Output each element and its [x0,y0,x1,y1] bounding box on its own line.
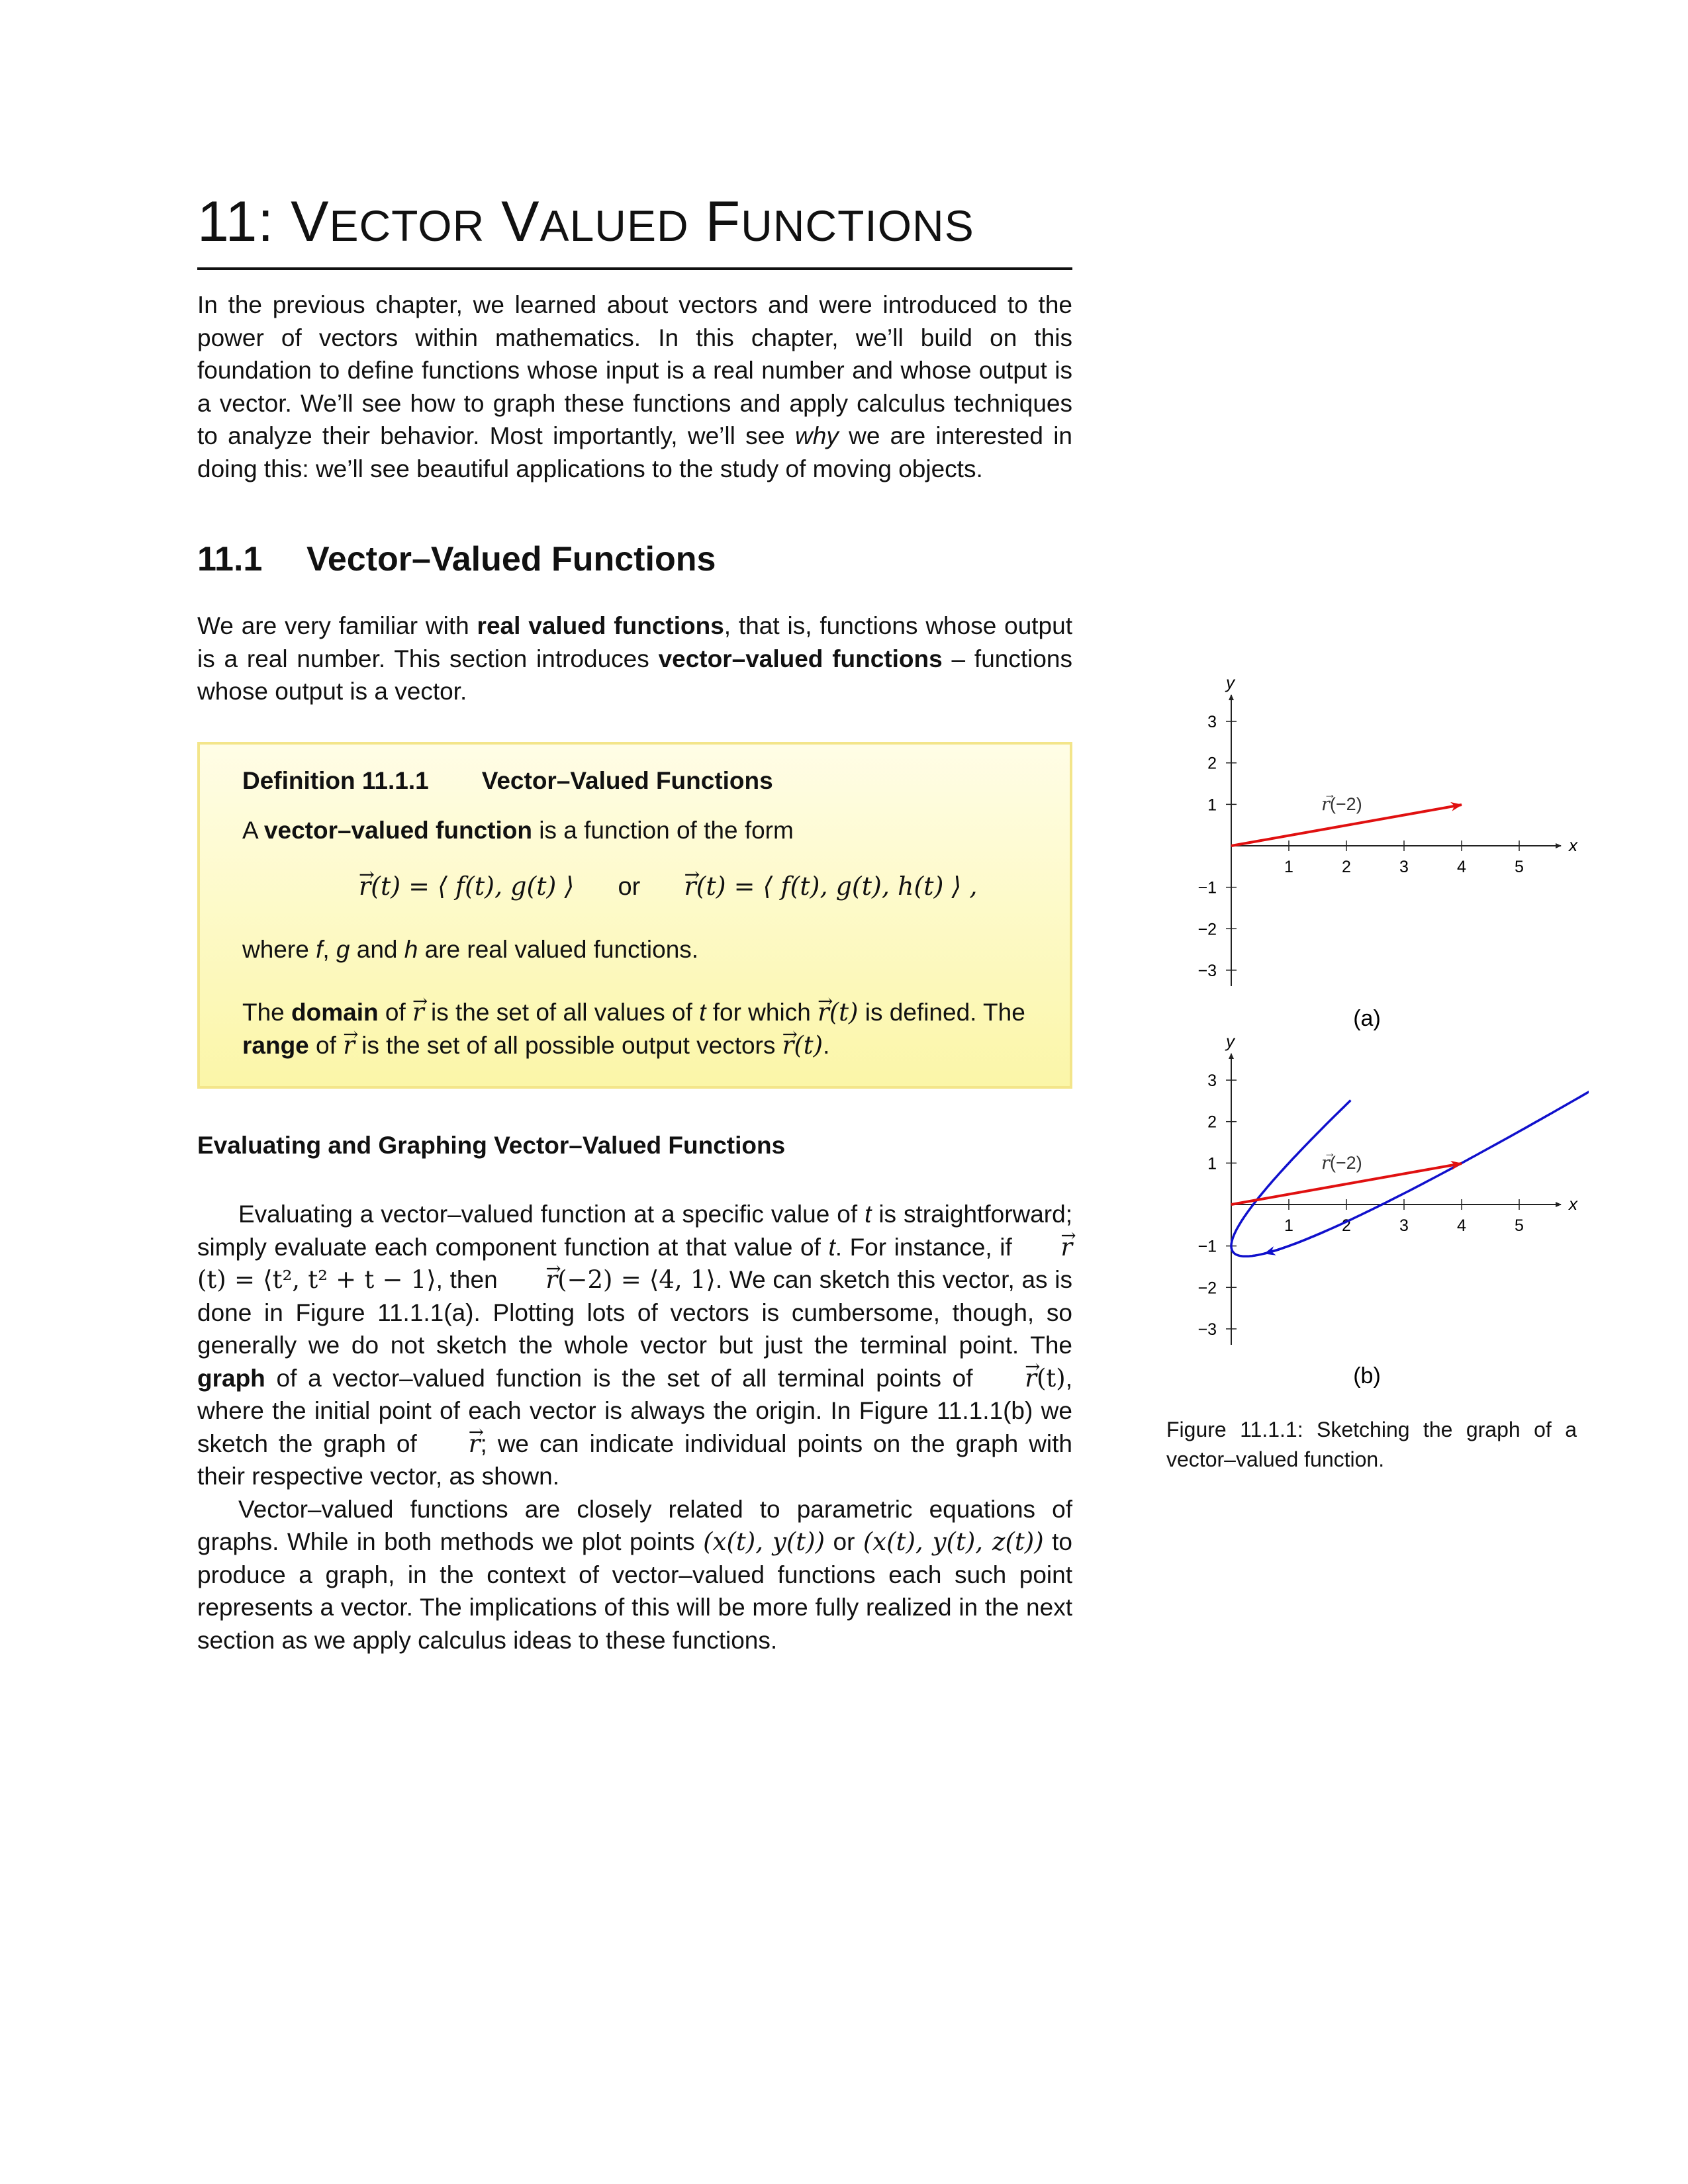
definition-where-line: where f, g and h are real valued functions. [242,936,699,963]
chapter-title-word-1: VECTOR [291,190,485,253]
body-paragraph-2: Vector–valued functions are closely related to parametric equations of graphs. While in both methods we plot points (x(t), y(t)) or (x(t), y(t), z(t)) to produce a graph, in the context of vector–valued functions each such point represents a vector. The implications of this will be more fully realized in the next section as we apply calculus ideas to these functions. [197,1495,1073,1654]
body-text [197,1198,1072,1657]
x-axis-label: x [1569,835,1577,855]
y-tick-label: 2 [1207,754,1217,773]
x-tick-label: 3 [1399,858,1409,876]
x-tick-label: 3 [1399,1216,1409,1235]
x-tick-label: 4 [1457,858,1466,876]
chapter-title [197,185,1071,262]
x-tick-label: 1 [1284,858,1293,876]
definition-box [197,742,1072,1089]
y-tick-label: 3 [1207,1071,1217,1091]
x-tick-label: 5 [1515,858,1524,876]
y-axis-label: y [1226,1031,1235,1051]
definition-line-1: A vector–valued function is a function of the form [242,817,794,844]
y-tick-label: −1 [1197,878,1217,897]
vector-label-arrow: → [1324,1146,1336,1160]
panel-b-label: (b) [1353,1363,1381,1388]
x-tick-label: 2 [1342,858,1351,876]
curve-direction-arrow [1264,1230,1329,1253]
definition-label: Definition 11.1.1 [242,767,429,794]
section-heading [197,539,716,579]
section-number: 11.1 [197,540,263,578]
figure-11-1-1a [1165,668,1589,1039]
vector-label: r(−2) [1321,1153,1362,1173]
chapter-title-word-2: VALUED [501,190,689,253]
y-tick-label: −2 [1197,920,1217,939]
y-tick-label: 3 [1207,713,1217,732]
y-axis-label: y [1226,672,1235,692]
definition-heading [242,764,773,797]
chapter-title-word-3: FUNCTIONS [705,190,974,253]
y-tick-label: 2 [1207,1113,1217,1132]
figure-11-1-1b [1165,1026,1589,1396]
emphasis-why: why [795,422,839,449]
section-title: Vector–Valued Functions [306,540,716,578]
definition-title: Vector–Valued Functions [481,767,773,794]
x-tick-label: 1 [1284,1216,1293,1235]
y-tick-label: 1 [1207,796,1217,815]
y-tick-label: −3 [1197,1320,1217,1339]
panel-a-label: (a) [1353,1006,1381,1031]
y-tick-label: −1 [1197,1237,1217,1256]
x-tick-label: 2 [1342,1216,1351,1235]
vector-label-arrow: → [1324,788,1336,801]
y-tick-label: −3 [1197,961,1217,980]
section-intro-paragraph: We are very familiar with real valued functions, that is, functions whose output is a real number. This section introduces vector–valued functions – functions whose output is a vector. [197,612,1073,705]
definition-formula: → r(t) = ⟨ f(t), g(t) ⟩ or → r(t) = ⟨ f(t), g(t), h(t) ⟩ , [359,870,977,904]
y-tick-label: 1 [1207,1154,1217,1173]
subsection-heading: Evaluating and Graphing Vector–Valued Functions [197,1132,786,1159]
x-axis-label: x [1569,1194,1577,1214]
definition-range-line: range of → r is the set of all possible output vectors → r(t). [242,1029,829,1062]
chapter-intro-paragraph: In the previous chapter, we learned about vectors and were introduced to the power of vectors within mathematics. In this chapter, we’ll build on this foundation to define functions whose input is a real number and whose output is a vector. We’ll see how to graph these functions and apply calculus techniques to analyze their behavior. Most importantly, we’ll see why we are interested in doing this: we’ll see beautiful applications to the study of moving objects. [197,291,1072,482]
figure-caption: Figure 11.1.1: Sketching the graph of a vector–valued function. [1166,1418,1577,1471]
definition-domain-line: The domain of → r is the set of all values of t for which → r(t) is defined. The [242,996,1025,1029]
x-tick-label: 5 [1515,1216,1524,1235]
chapter-rule [197,267,1072,270]
x-tick-label: 4 [1457,1216,1466,1235]
chapter-number: 11: [197,190,275,253]
y-tick-label: −2 [1197,1279,1217,1298]
vector-label: r(−2) [1321,794,1362,815]
body-paragraph-1: Evaluating a vector–valued function at a specific value of t is straightforward; simply evaluate each component function at that value of t. For instance, if → r(t) = ⟨t², t² + t − 1⟩, then → r(−2) = ⟨4, 1⟩. We can sketch this vector, as is done in Figure 11.1.1(a). Plotting lots of vectors is cumbersome, though, so generally we do not sketch the whole vector but just the terminal point. The graph of a vector–valued function is the set of all terminal points of → r(t), where the initial point of each vector is always the origin. In Figure 11.1.1(b) we sketch the graph of → r; we can indicate individual points on the graph with their respective vector, as shown. [197,1198,1072,1493]
